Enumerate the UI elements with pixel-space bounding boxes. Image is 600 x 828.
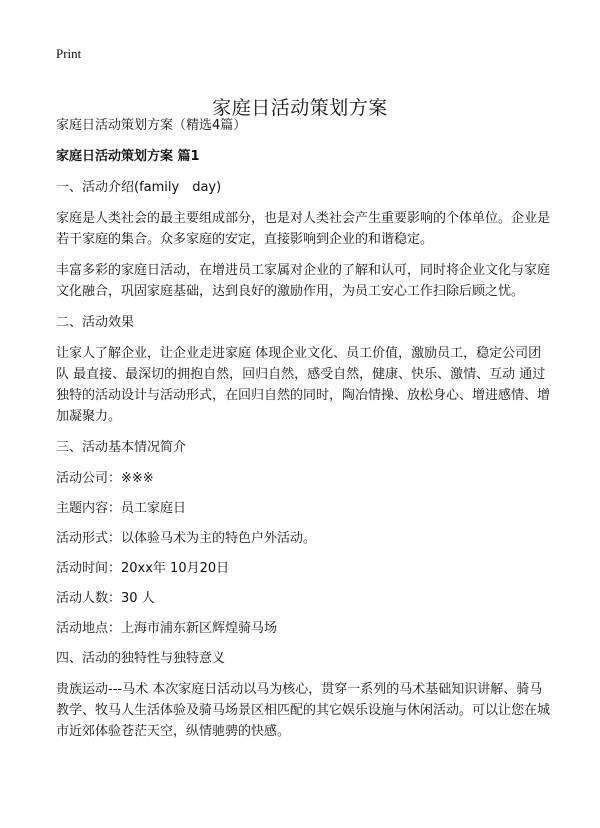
paragraph-effect: 让家人了解企业，让企业走进家庭 体现企业文化、员工价值，激励员工，稳定公司团队 最直接、最深切的拥抱自然，回归自然，感受自然，健康、快乐、激情、互动 通过独特的活动设计与活动形式，在回归自然的同时，陶冶情操、放松身心、增进感情、增加凝聚力。 [56, 346, 551, 424]
detail-form: 活动形式：以体验马术为主的特色户外活动。 [56, 531, 317, 546]
document-title: 家庭日活动策划方案 [212, 96, 388, 119]
heading-activity-intro: 一、活动介绍(family day) [56, 180, 222, 195]
print-label: Print [56, 46, 82, 61]
heading-basic-info: 三、活动基本情况简介 [56, 440, 187, 455]
detail-place: 活动地点：上海市浦东新区辉煌骑马场 [56, 621, 278, 636]
document-subtitle: 家庭日活动策划方案（精选4篇） [56, 118, 247, 133]
document-body [56, 115, 554, 752]
section-heading: 家庭日活动策划方案 篇1 [56, 149, 200, 164]
heading-activity-effect: 二、活动效果 [56, 315, 135, 330]
paragraph-family-day: 丰富多彩的家庭日活动，在增进员工家属对企业的了解和认可，同时将企业文化与家庭文化融合，巩固家庭基础，达到良好的激励作用，为员工安心工作扫除后顾之忧。 [56, 263, 551, 299]
heading-uniqueness: 四、活动的独特性与独特意义 [56, 651, 226, 666]
detail-theme: 主题内容：员工家庭日 [56, 501, 187, 516]
paragraph-family-intro: 家庭是人类社会的最主要组成部分，也是对人类社会产生重要影响的个体单位。企业是若干家庭的集合。众多家庭的安定，直接影响到企业的和谐稳定。 [56, 211, 551, 247]
paragraph-equestrian: 贵族运动---马术 本次家庭日活动以马为核心，贯穿一系列的马术基础知识讲解、骑马教学、牧马人生活体验及骑马场景区相匹配的其它娱乐设施与休闲活动。可以让您在城市近郊体验苍茫天空，纵情驰骋的快感。 [56, 682, 551, 739]
detail-company: 活动公司：※※※ [56, 471, 154, 486]
detail-people: 活动人数：30 人 [56, 591, 155, 606]
detail-time: 活动时间：20xx年 10月20日 [56, 561, 230, 576]
